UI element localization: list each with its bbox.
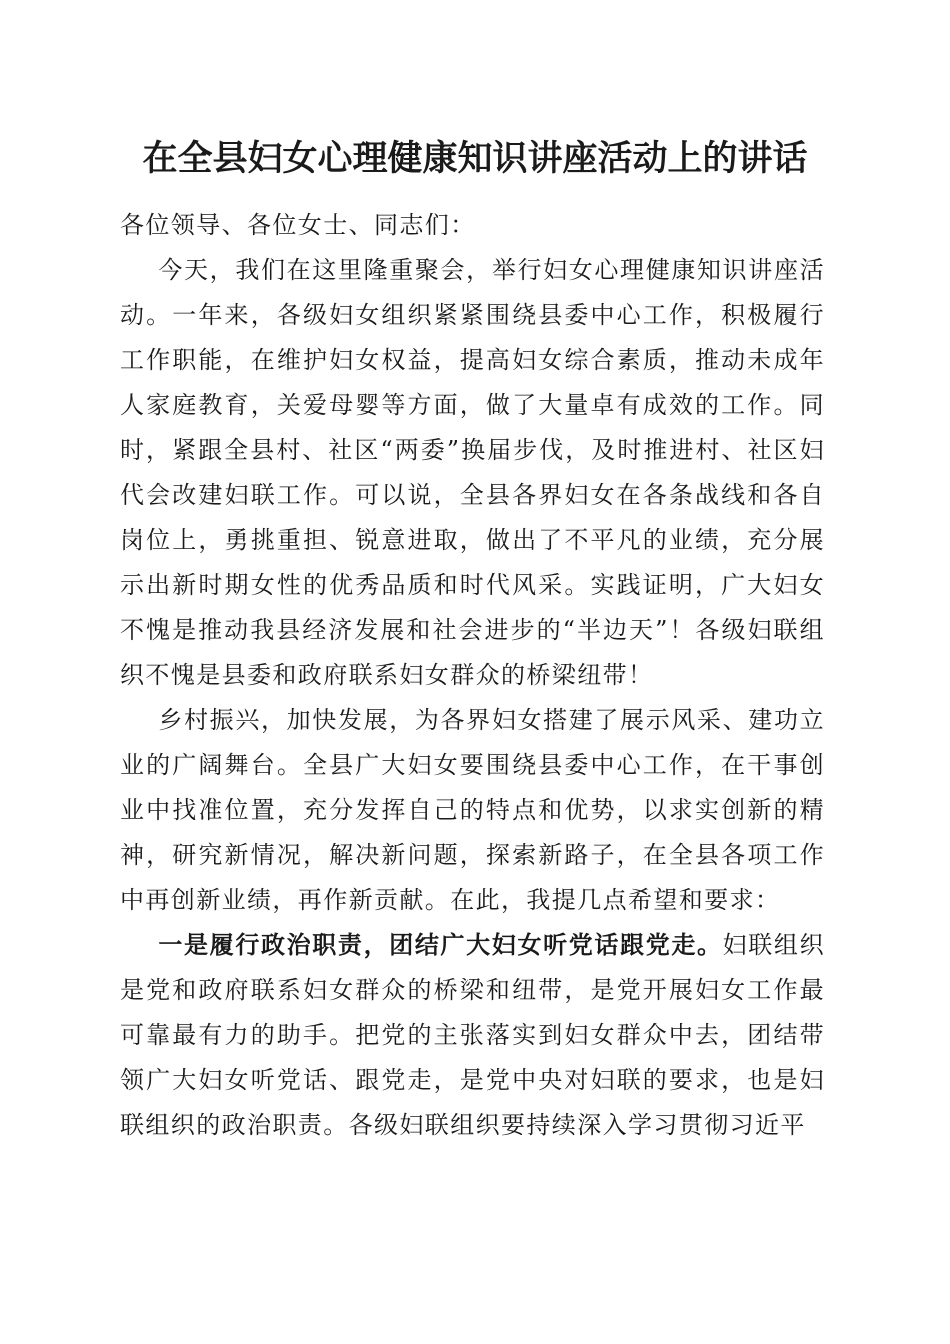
- paragraph-3-text: 妇联组织是党和政府联系妇女群众的桥梁和纽带，是党开展妇女工作最可靠最有力的助手。把党的主张落实到妇女群众中去，团结带领广大妇女听党话、跟党走，是党中央对妇联的要求，也是妇联组织的政治职责。各级妇联组织要持续深入学习贯彻习近平: [120, 931, 825, 1139]
- paragraph-2-text: 乡村振兴，加快发展，为各界妇女搭建了展示风采、建功立业的广阔舞台。全县广大妇女要围绕县委中心工作，在干事创业中找准位置，充分发挥自己的特点和优势，以求实创新的精神，研究新情况，解决新问题，探索新路子，在全县各项工作中再创新业绩，再作新贡献。在此，我提几点希望和要求：: [120, 706, 825, 914]
- document-body: [120, 203, 825, 1148]
- paragraph-3: [120, 923, 825, 1148]
- paragraph-3-lead: 一是履行政治职责，团结广大妇女听党话跟党走。: [158, 931, 723, 959]
- paragraph-1: [120, 248, 825, 698]
- paragraph-2: [120, 698, 825, 923]
- salutation: 各位领导、各位女士、同志们：: [120, 211, 476, 239]
- document-title: 在全县妇女心理健康知识讲座活动上的讲话: [142, 138, 808, 179]
- paragraph-1-text: 今天，我们在这里隆重聚会，举行妇女心理健康知识讲座活动。一年来，各级妇女组织紧紧围绕县委中心工作，积极履行工作职能，在维护妇女权益，提高妇女综合素质，推动未成年人家庭教育，关爱母婴等方面，做了大量卓有成效的工作。同时，紧跟全县村、社区“两委”换届步伐，及时推进村、社区妇代会改建妇联工作。可以说，全县各界妇女在各条战线和各自岗位上，勇挑重担、锐意进取，做出了不平凡的业绩，充分展示出新时期女性的优秀品质和时代风采。实践证明，广大妇女不愧是推动我县经济发展和社会进步的“半边天”！各级妇联组织不愧是县委和政府联系妇女群众的桥梁纽带！: [120, 256, 825, 689]
